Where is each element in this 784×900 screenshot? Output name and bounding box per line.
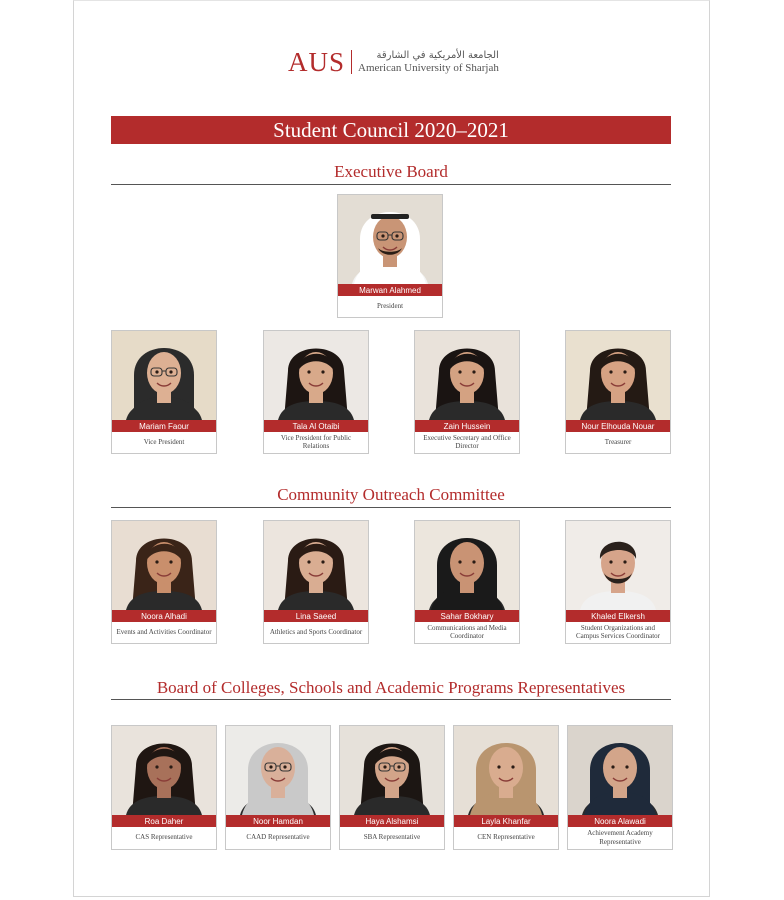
member-card: [414, 330, 520, 454]
logo-arabic-name: الجامعة الأمريكية في الشارقة: [376, 49, 499, 61]
member-role: CAS Representative: [135, 833, 193, 842]
portrait-photo: [338, 195, 442, 284]
logo-english-name: American University of Sharjah: [358, 61, 499, 74]
member-card: [111, 330, 217, 454]
member-role: Achievement Academy Representative: [587, 829, 653, 846]
member-photo: [112, 331, 216, 420]
portrait-photo: [415, 331, 519, 420]
portrait-photo: [264, 521, 368, 610]
member-card: [263, 520, 369, 644]
member-role: Vice President for Public Relations: [280, 433, 352, 450]
portrait-photo: [112, 726, 216, 815]
portrait-photo: [340, 726, 444, 815]
member-role: Vice President: [143, 437, 185, 446]
member-card: [111, 725, 217, 850]
member-name: Khaled Elkersh: [566, 610, 670, 622]
section-rule: [111, 699, 671, 700]
member-photo: [340, 726, 444, 815]
member-photo: [566, 521, 670, 610]
portrait-photo: [264, 331, 368, 420]
member-role: Executive Secretary and Office Director: [423, 433, 511, 450]
member-role: Treasurer: [604, 437, 632, 446]
member-role: CEN Representative: [477, 833, 535, 842]
member-card: [337, 194, 443, 318]
member-photo: [415, 331, 519, 420]
member-card: [565, 520, 671, 644]
portrait-photo: [112, 521, 216, 610]
portrait-photo: [415, 521, 519, 610]
member-name: Noora Alawadi: [568, 815, 672, 827]
member-role: Athletics and Sports Coordinator: [269, 627, 363, 636]
member-role: SBA Representative: [363, 833, 421, 842]
member-card: [339, 725, 445, 850]
member-name: Zain Hussein: [415, 420, 519, 432]
section-rule: [111, 507, 671, 508]
member-name: Lina Saeed: [264, 610, 368, 622]
section-title-community: Community Outreach Committee: [277, 485, 505, 504]
member-name: Marwan Alahmed: [338, 284, 442, 296]
section-title-executive: Executive Board: [334, 162, 448, 181]
member-card: [414, 520, 520, 644]
portrait-photo: [568, 726, 672, 815]
member-card: [453, 725, 559, 850]
member-photo: [226, 726, 330, 815]
aus-logo: [288, 46, 499, 78]
portrait-photo: [112, 331, 216, 420]
member-card: [225, 725, 331, 850]
title-banner: Student Council 2020–2021: [111, 116, 671, 144]
portrait-photo: [566, 521, 670, 610]
member-role: CAAD Representative: [246, 833, 310, 842]
member-photo: [415, 521, 519, 610]
member-photo: [112, 521, 216, 610]
member-role: Student Organizations and Campus Services Coordinator: [576, 623, 660, 640]
member-photo: [338, 195, 442, 284]
member-photo: [264, 331, 368, 420]
member-photo: [566, 331, 670, 420]
member-name: Layla Khanfar: [454, 815, 558, 827]
section-title-colleges: Board of Colleges, Schools and Academic Programs Representatives: [156, 678, 626, 697]
member-photo: [112, 726, 216, 815]
section-rule: [111, 184, 671, 185]
member-name: Mariam Faour: [112, 420, 216, 432]
member-name: Noora Alhadi: [112, 610, 216, 622]
member-role: Events and Activities Coordinator: [116, 627, 212, 636]
member-name: Roa Daher: [112, 815, 216, 827]
member-name: Sahar Bokhary: [415, 610, 519, 622]
member-name: Haya Alshamsi: [340, 815, 444, 827]
portrait-photo: [566, 331, 670, 420]
logo-wordmark: [358, 51, 499, 74]
member-photo: [264, 521, 368, 610]
member-role: Communications and Media Coordinator: [427, 623, 507, 640]
member-name: Noor Hamdan: [226, 815, 330, 827]
member-name: Tala Al Otaibi: [264, 420, 368, 432]
member-role: President: [376, 301, 404, 310]
logo-divider: [351, 50, 352, 74]
portrait-photo: [226, 726, 330, 815]
logo-mark: AUS: [288, 46, 346, 77]
portrait-photo: [454, 726, 558, 815]
member-photo: [568, 726, 672, 815]
member-card: [567, 725, 673, 850]
member-card: [263, 330, 369, 454]
member-photo: [454, 726, 558, 815]
member-card: [565, 330, 671, 454]
member-card: [111, 520, 217, 644]
member-name: Nour Elhouda Nouar: [566, 420, 670, 432]
